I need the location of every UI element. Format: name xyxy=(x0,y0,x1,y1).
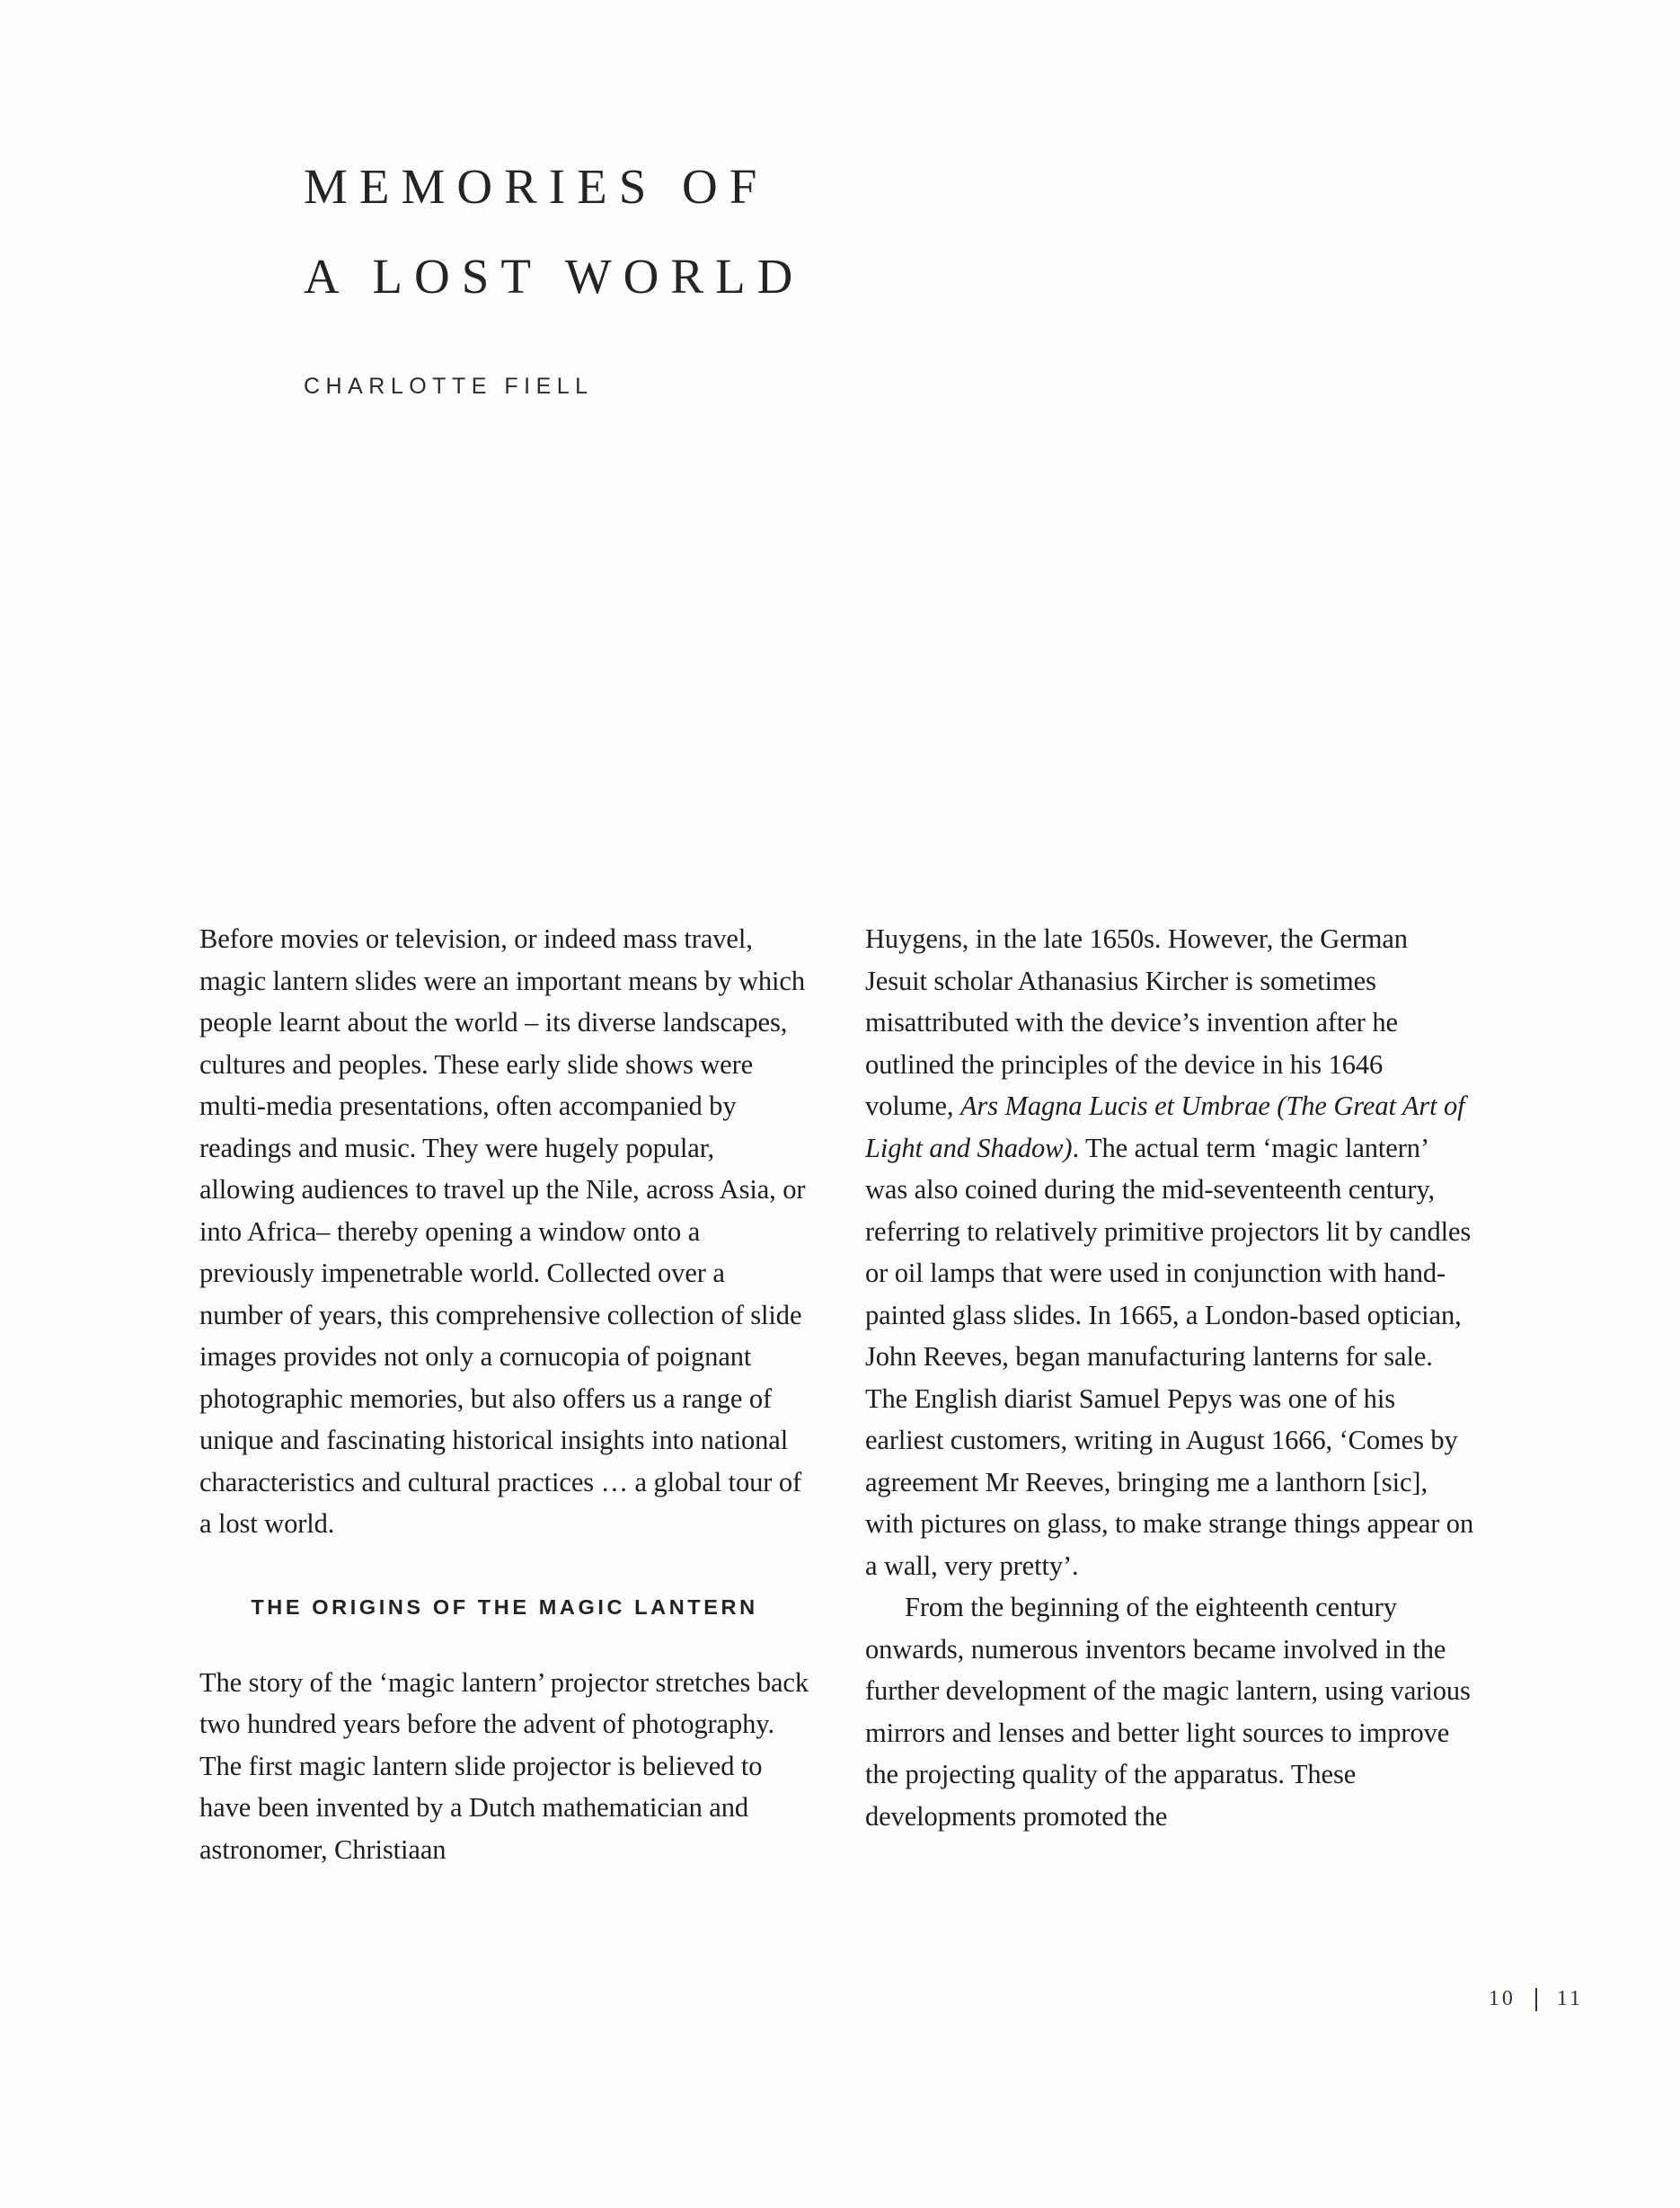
folio-page-right: 11 xyxy=(1556,1987,1583,2010)
folio-page-left: 10 xyxy=(1488,1987,1516,2010)
paragraph-right-2: From the beginning of the eighteenth century onwards, numerous inventors became involved in the further development of the magic lantern, using various mirrors and lenses and better light sources to improve the projecting quality of the apparatus. These developments promoted the xyxy=(865,1592,1471,1832)
body-columns xyxy=(199,918,1475,1870)
author-byline: CHARLOTTE FIELL xyxy=(304,374,594,399)
paragraph-right-1-tail: . The actual term ‘magic lantern’ was also coined during the mid-seventeenth century, referring to relatively primitive projectors lit by candles or oil lamps that were used in conjunction with hand-painted glass slides. In 1665, a London-based optician, John Reeves, began manufacturing lanterns for sale. The English diarist Samuel Pepys was one of his earliest customers, writing in August 1666, ‘Comes by agreement Mr Reeves, bringing me a lanthorn [sic], with pictures on glass, to make strange things appear on a wall, very pretty’. xyxy=(865,1132,1474,1581)
paragraph-right-1-lead: Huygens, in the late 1650s. However, the German Jesuit scholar Athanasius Kircher is sometimes misattributed with the device’s invention after he outlined the principles of the device in his 1646 volume, xyxy=(865,923,1408,1121)
column-left xyxy=(199,918,809,1870)
page-title-line-2: A LOST WORLD xyxy=(304,249,805,304)
paragraph-left-1: Before movies or television, or indeed mass travel, magic lantern slides were an important means by which people learnt about the world – its diverse landscapes, cultures and peoples. These early slide shows were multi-media presentations, often accompanied by readings and music. They were hugely popular, allowing audiences to travel up the Nile, across Asia, or into Africa– thereby opening a window onto a previously impenetrable world. Collected over a number of years, this comprehensive collection of slide images provides not only a cornucopia of poignant photographic memories, but also offers us a range of unique and fascinating historical insights into national characteristics and cultural practices … a global tour of a lost world. xyxy=(199,923,806,1539)
title-block xyxy=(304,142,1292,400)
paragraph-left-2: The story of the ‘magic lantern’ projector stretches back two hundred years before the advent of photography. The first magic lantern slide projector is believed to have been invented by a Dutch mathematician and astronomer, Christiaan xyxy=(199,1666,809,1865)
page-folio xyxy=(1489,1987,1583,2011)
paragraph-right-1 xyxy=(865,918,1475,1586)
folio-divider-icon xyxy=(1535,1988,1537,2011)
column-right xyxy=(865,918,1475,1870)
book-title-italic: Ars Magna Lucis et Umbrae (The Great Art of Light and Shadow) xyxy=(865,1091,1465,1163)
section-subheading: THE ORIGINS OF THE MAGIC LANTERN xyxy=(251,1594,758,1619)
page-title-line-1: MEMORIES OF xyxy=(304,159,769,214)
